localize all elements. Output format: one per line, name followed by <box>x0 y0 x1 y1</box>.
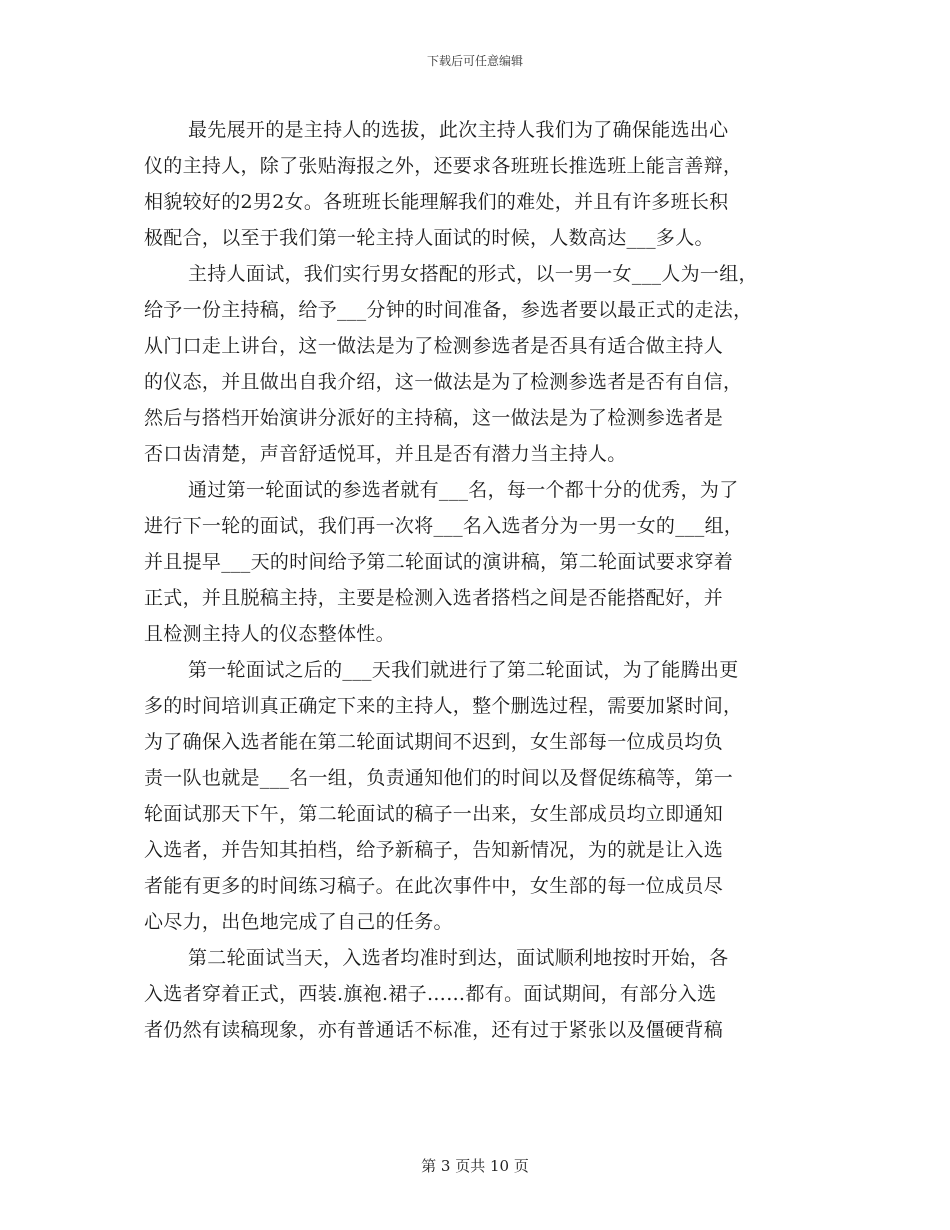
text-line: 然后与搭档开始演讲分派好的主持稿，这一做法是为了检测参选者是 <box>144 407 724 429</box>
text-line: 者仍然有读稿现象，亦有普通话不标准，还有过于紧张以及僵硬背稿 <box>144 1019 724 1041</box>
text-line: 正式，并且脱稿主持，主要是检测入选者搭档之间是否能搭配好，并 <box>144 587 724 609</box>
text-line: 为了确保入选者能在第二轮面试期间不迟到，女生部每一位成员均负 <box>144 731 724 753</box>
text-line: 入选者，并告知其拍档，给予新稿子，告知新情况，为的就是让入选 <box>144 839 724 861</box>
text-line: 通过第一轮面试的参选者就有___名，每一个都十分的优秀，为了 <box>188 479 739 501</box>
text-line: 极配合，以至于我们第一轮主持人面试的时候，人数高达___多人。 <box>144 227 714 249</box>
text-line: 且检测主持人的仪态整体性。 <box>144 623 395 645</box>
text-line: 责一队也就是___名一组，负责通知他们的时间以及督促练稿等，第一 <box>144 767 734 789</box>
text-line: 主持人面试，我们实行男女搭配的形式，以一男一女___人为一组， <box>188 263 758 285</box>
text-line: 仪的主持人，除了张贴海报之外，还要求各班班长推选班上能言善辩， <box>144 155 743 177</box>
text-line: 多的时间培训真正确定下来的主持人，整个删选过程，需要加紧时间， <box>144 695 743 717</box>
text-line: 否口齿清楚，声音舒适悦耳，并且是否有潜力当主持人。 <box>144 443 627 465</box>
document-body <box>144 112 808 1048</box>
page-header-note: 下载后可任意编辑 <box>426 54 523 68</box>
paragraph-first-round-result <box>144 472 808 652</box>
text-line: 者能有更多的时间练习稿子。在此次事件中，女生部的每一位成员尽 <box>144 875 724 897</box>
text-line: 给予一份主持稿，给予___分钟的时间准备，参选者要以最正式的走法， <box>144 299 753 321</box>
text-line: 入选者穿着正式，西装.旗袍.裙子……都有。面试期间，有部分入选 <box>144 983 717 1005</box>
text-line: 进行下一轮的面试，我们再一次将___名入选者分为一男一女的___组， <box>144 515 744 537</box>
text-line: 最先展开的是主持人的选拔，此次主持人我们为了确保能选出心 <box>188 119 729 141</box>
text-line: 第一轮面试之后的___天我们就进行了第二轮面试，为了能腾出更 <box>188 659 739 681</box>
paragraph-host-interview <box>144 256 808 472</box>
text-line: 第二轮面试当天，入选者均准时到达，面试顺利地按时开始，各 <box>188 947 729 969</box>
text-line: 轮面试那天下午，第二轮面试的稿子一出来，女生部成员均立即通知 <box>144 803 724 825</box>
paragraph-second-round-prep <box>144 652 808 940</box>
text-line: 心尽力，出色地完成了自己的任务。 <box>144 911 453 933</box>
text-line: 从门口走上讲台，这一做法是为了检测参选者是否具有适合做主持人 <box>144 335 724 357</box>
paragraph-second-round-day <box>144 940 808 1048</box>
paragraph-host-selection <box>144 112 808 256</box>
page-number: 第 3 页共 10 页 <box>421 1157 529 1175</box>
text-line: 相貌较好的2男2女。各班班长能理解我们的难处，并且有许多班长积 <box>144 191 729 213</box>
text-line: 的仪态，并且做出自我介绍，这一做法是为了检测参选者是否有自信， <box>144 371 743 393</box>
text-line: 并且提早___天的时间给予第二轮面试的演讲稿，第二轮面试要求穿着 <box>144 551 734 573</box>
